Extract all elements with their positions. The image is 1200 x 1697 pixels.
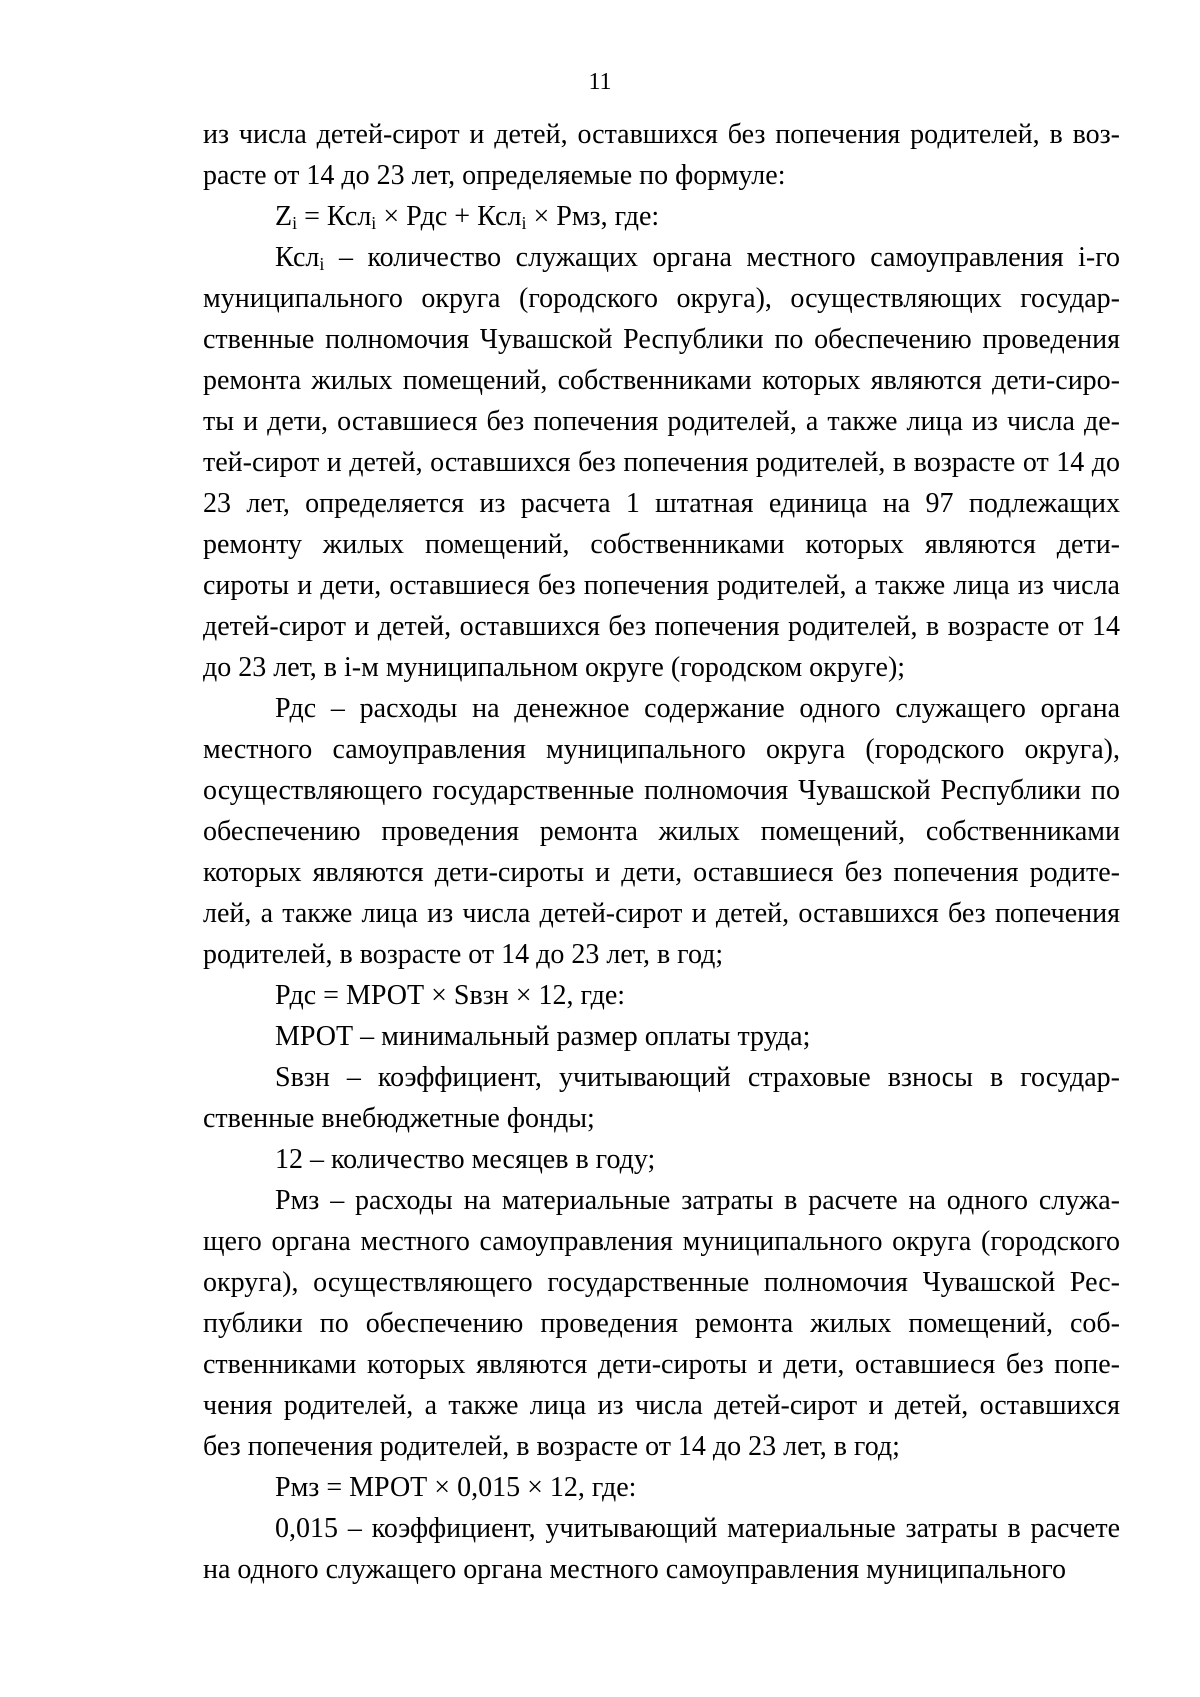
page-number: 11 <box>588 69 612 95</box>
formula-z <box>203 196 1120 237</box>
formula-z-symbol: Z <box>275 201 293 232</box>
formula-part: × Рдс + Ксл <box>376 201 522 232</box>
formula-subscript: i <box>319 254 325 274</box>
body-paragraphs <box>203 688 1120 1590</box>
formula-part: = Ксл <box>297 201 372 232</box>
paragraph-def-0015: 0,015 – коэффициент, учитывающий материальные затраты в расчете на одного служащего органа местного самоуправления муниципального <box>203 1513 1120 1585</box>
definition-text: – количество служащих органа местного самоуправления i-го муниципального округа (городского округа), осуществляющих государственные полномочия Чувашской Республики по обеспечению проведения ремонта жилых помещений, собственниками которых являются дети-сироты и дети, оставшиеся без попечения родителей, а также лица из числа детей-сирот и детей, оставшихся без попечения родителей, в возрасте от 14 до 23 лет, определяется из расчета 1 штатная единица на 97 подлежащих ремонту жилых помещений, собственниками которых являются дети-сироты и дети, оставшиеся без попечения родителей, а также лица из числа детей-сирот и детей, оставшихся без попечения родителей, в возрасте от 14 до 23 лет, в i-м муниципальном округе (городском округе); <box>203 242 1120 683</box>
formula-subscript: i <box>371 213 377 233</box>
paragraph-def-svzn: Sвзн – коэффициент, учитывающий страховые взносы в государственные внебюджетные фонды; <box>203 1062 1120 1134</box>
document-body <box>203 114 1120 1590</box>
formula-subscript: i <box>292 213 298 233</box>
definition-term: Ксл <box>275 242 320 273</box>
paragraph-def-rdc: Рдс – расходы на денежное содержание одного служащего органа местного самоуправления муниципального округа (городского округа), осуществляющего государственные полномочия Чувашской Республики по обеспечению проведения ремонта жилых помещений, собственниками которых являются дети-сироты и дети, оставшиеся без попечения родителей, а также лица из числа детей-сирот и детей, оставшихся без попечения родителей, в возрасте от 14 до 23 лет, в год; <box>203 693 1120 970</box>
paragraph-continuation: из числа детей-сирот и детей, оставшихся без попечения родителей, в возрасте от 14 до 23 лет, определяемые по формуле: <box>203 119 1120 191</box>
definition-ksl <box>203 237 1120 688</box>
paragraph-formula-rdc: Рдс = МРОТ × Sвзн × 12, где: <box>275 980 626 1011</box>
formula-subscript: i <box>521 213 527 233</box>
paragraph-def-rmz: Рмз – расходы на материальные затраты в расчете на одного служащего органа местного самоуправления муниципального округа (городского округа), осуществляющего государственные полномочия Чувашской Республики по обеспечению проведения ремонта жилых помещений, собственниками которых являются дети-сироты и дети, оставшиеся без попечения родителей, а также лица из числа детей-сирот и детей, оставшихся без попечения родителей, в возрасте от 14 до 23 лет, в год; <box>203 1185 1120 1462</box>
paragraph-def-12: 12 – количество месяцев в году; <box>275 1144 656 1175</box>
formula-part: × Рмз, где: <box>526 201 660 232</box>
paragraph-formula-rmz: Рмз = МРОТ × 0,015 × 12, где: <box>275 1472 637 1503</box>
paragraph-def-mrot: МРОТ – минимальный размер оплаты труда; <box>275 1021 811 1052</box>
